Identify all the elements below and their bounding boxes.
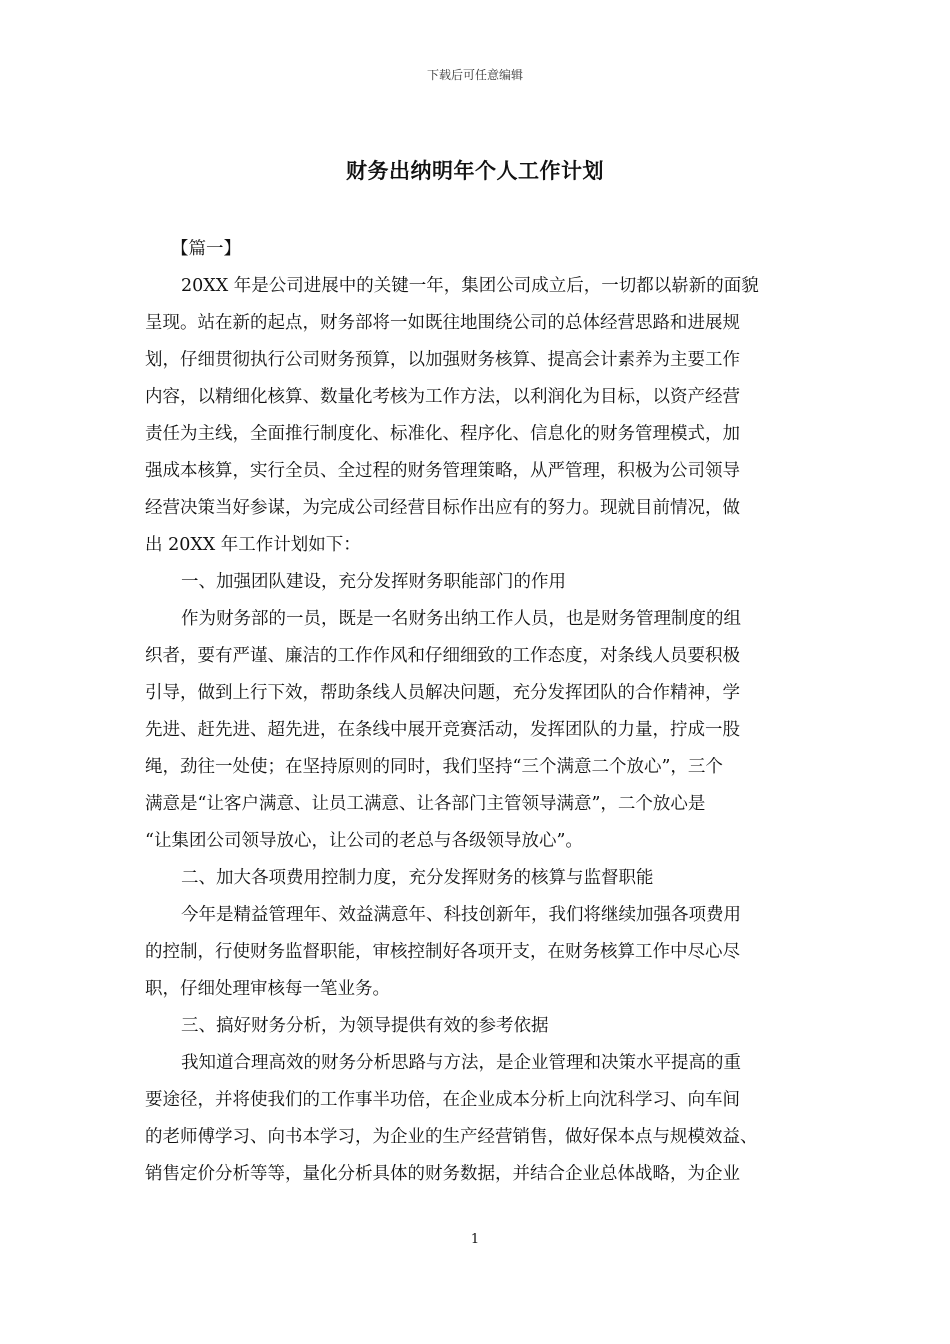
paragraph-line: 出 20XX 年工作计划如下： xyxy=(145,535,361,555)
paragraph-line: 的控制，行使财务监督职能，审核控制好各项开支，在财务核算工作中尽心尽 xyxy=(145,942,740,962)
section-heading: 二、加大各项费用控制力度，充分发挥财务的核算与监督职能 xyxy=(181,868,654,888)
paragraph-line: 绳，劲往一处使；在坚持原则的同时，我们坚持“三个满意二个放心”，三个 xyxy=(145,757,723,777)
paragraph-line: 责任为主线，全面推行制度化、标准化、程序化、信息化的财务管理模式，加 xyxy=(145,424,740,444)
paragraph-line: “让集团公司领导放心，让公司的老总与各级领导放心”。 xyxy=(145,831,583,851)
paragraph-line: 我知道合理高效的财务分析思路与方法，是企业管理和决策水平提高的重 xyxy=(181,1053,741,1073)
paragraph-line: 引导，做到上行下效，帮助条线人员解决问题，充分发挥团队的合作精神，学 xyxy=(145,683,740,703)
paragraph-line: 经营决策当好参谋，为完成公司经营目标作出应有的努力。现就目前情况，做 xyxy=(145,498,740,518)
paragraph-line: 满意是“让客户满意、让员工满意、让各部门主管领导满意”，二个放心是 xyxy=(145,794,706,814)
document-title: 财务出纳明年个人工作计划 xyxy=(346,158,604,183)
paragraph-line: 织者，要有严谨、廉洁的工作作风和仔细细致的工作态度，对条线人员要积极 xyxy=(145,646,740,666)
paragraph-line: 内容，以精细化核算、数量化考核为工作方法，以利润化为目标，以资产经营 xyxy=(145,387,740,407)
page-number: 1 xyxy=(470,1232,480,1247)
section-heading: 三、搞好财务分析，为领导提供有效的参考依据 xyxy=(181,1016,549,1036)
paragraph-line: 销售定价分析等等，量化分析具体的财务数据，并结合企业总体战略，为企业 xyxy=(145,1164,740,1184)
paragraph-line: 先进、赶先进、超先进，在条线中展开竞赛活动，发挥团队的力量，拧成一股 xyxy=(145,720,740,740)
paragraph-line: 20XX 年是公司进展中的关键一年，集团公司成立后，一切都以崭新的面貌 xyxy=(181,276,759,296)
paragraph-line: 呈现。站在新的起点，财务部将一如既往地围绕公司的总体经营思路和进展规 xyxy=(145,313,740,333)
paragraph-line: 强成本核算，实行全员、全过程的财务管理策略，从严管理，积极为公司领导 xyxy=(145,461,740,481)
paragraph-line: 划，仔细贯彻执行公司财务预算，以加强财务核算、提高会计素养为主要工作 xyxy=(145,350,740,370)
header-note: 下载后可任意编辑 xyxy=(426,68,523,82)
paragraph-line: 今年是精益管理年、效益满意年、科技创新年，我们将继续加强各项费用 xyxy=(181,905,741,925)
paragraph-line: 的老师傅学习、向书本学习，为企业的生产经营销售，做好保本点与规模效益、 xyxy=(145,1127,758,1147)
paragraph-line: 作为财务部的一员，既是一名财务出纳工作人员，也是财务管理制度的组 xyxy=(181,609,741,629)
document-body xyxy=(145,231,810,1193)
section-label: 【篇一】 xyxy=(171,239,241,259)
paragraph-line: 要途径，并将使我们的工作事半功倍，在企业成本分析上向沈科学习、向车间 xyxy=(145,1090,740,1110)
section-heading: 一、加强团队建设，充分发挥财务职能部门的作用 xyxy=(181,572,566,592)
paragraph-line: 职，仔细处理审核每一笔业务。 xyxy=(145,979,390,999)
